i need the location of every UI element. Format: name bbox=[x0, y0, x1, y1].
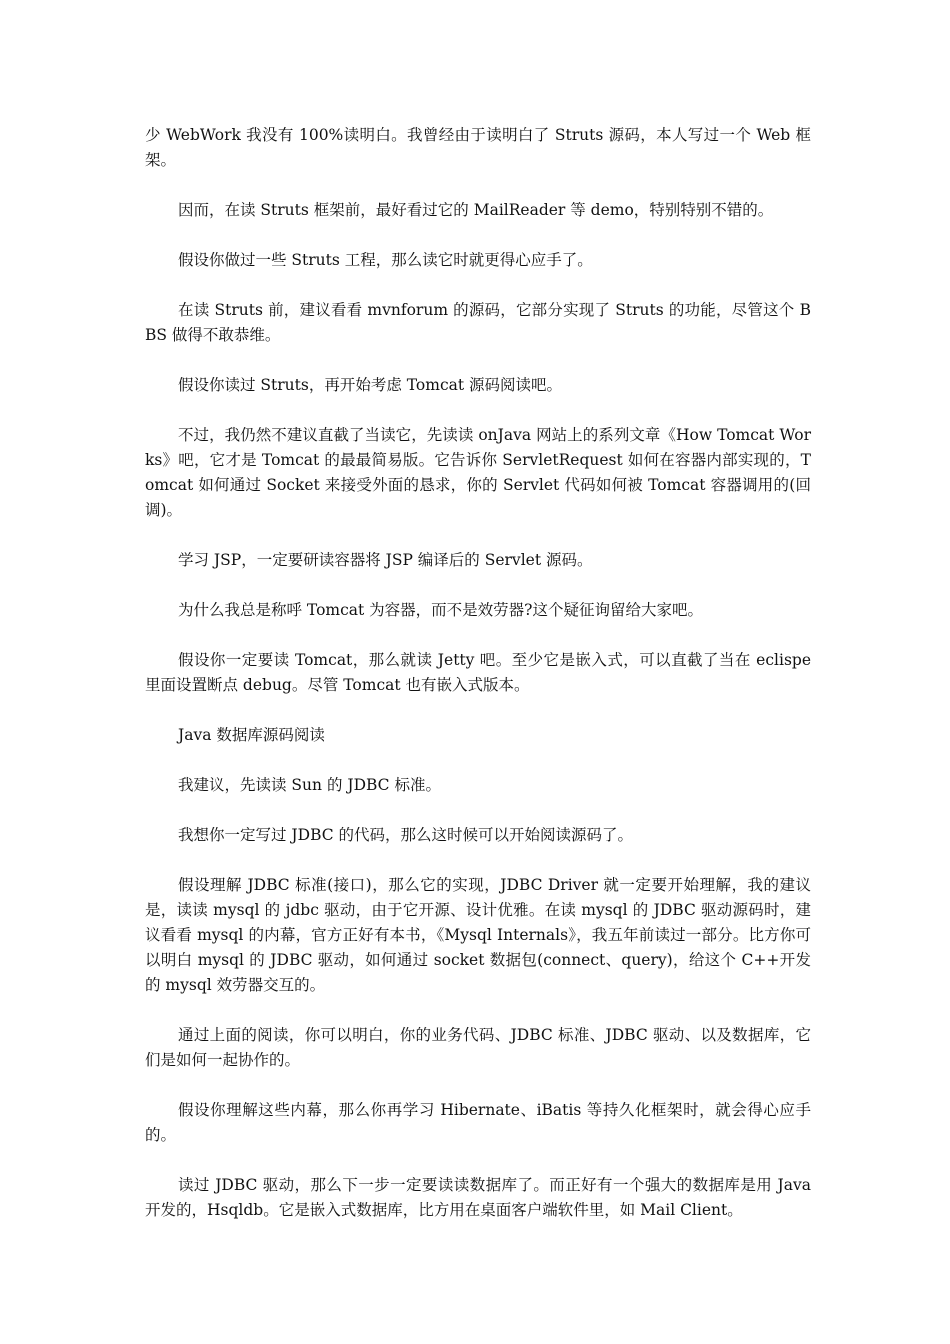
paragraph: 假设你读过 Struts，再开始考虑 Tomcat 源码阅读吧。 bbox=[178, 376, 563, 394]
paragraph: 假设理解 JDBC 标准(接口)，那么它的实现，JDBC Driver 就一定要开始理解，我的建议是，读读 mysql 的 jdbc 驱动，由于它开源、设计优雅。在读 mysql 的 JDBC 驱动源码时，建议看看 mysql 的内幕，官方正好有本书，《Mysql Internals》，我五年前读过一部分。比方你可以明白 mysql 的 JDBC 驱动，如何通过 socket 数据包(connect、query)，给这个 C++开发的 mysql 效劳器交互的。 bbox=[145, 876, 811, 994]
paragraph: 假设你做过一些 Struts 工程，那么读它时就更得心应手了。 bbox=[178, 251, 593, 269]
paragraph: 学习 JSP，一定要研读容器将 JSP 编译后的 Servlet 源码。 bbox=[178, 551, 593, 569]
paragraph: 因而，在读 Struts 框架前，最好看过它的 MailReader 等 demo，特别特别不错的。 bbox=[178, 201, 774, 219]
paragraph: 我想你一定写过 JDBC 的代码，那么这时候可以开始阅读源码了。 bbox=[178, 826, 634, 844]
document-body bbox=[145, 123, 811, 1248]
paragraph: 假设你理解这些内幕，那么你再学习 Hibernate、iBatis 等持久化框架时，就会得心应手的。 bbox=[145, 1101, 811, 1144]
paragraph: 不过，我仍然不建议直截了当读它，先读读 onJava 网站上的系列文章《How Tomcat Works》吧，它才是 Tomcat 的最最简易版。它告诉你 ServletRequest 如何在容器内部实现的，Tomcat 如何通过 Socket 来接受外面的恳求，你的 Servlet 代码如何被 Tomcat 容器调用的(回调)。 bbox=[145, 426, 811, 519]
paragraph: 通过上面的阅读，你可以明白，你的业务代码、JDBC 标准、JDBC 驱动、以及数据库，它们是如何一起协作的。 bbox=[145, 1026, 811, 1069]
section-heading: Java 数据库源码阅读 bbox=[178, 726, 325, 744]
paragraph: 读过 JDBC 驱动，那么下一步一定要读读数据库了。而正好有一个强大的数据库是用 Java 开发的，Hsqldb。它是嵌入式数据库，比方用在桌面客户端软件里，如 Mail Client。 bbox=[145, 1176, 811, 1219]
paragraph: 少 WebWork 我没有 100%读明白。我曾经由于读明白了 Struts 源码，本人写过一个 Web 框架。 bbox=[145, 126, 811, 169]
paragraph: 我建议，先读读 Sun 的 JDBC 标准。 bbox=[178, 776, 441, 794]
paragraph: 在读 Struts 前，建议看看 mvnforum 的源码，它部分实现了 Struts 的功能，尽管这个 BBS 做得不敢恭维。 bbox=[145, 301, 811, 344]
paragraph: 假设你一定要读 Tomcat，那么就读 Jetty 吧。至少它是嵌入式，可以直截了当在 eclispe 里面设置断点 debug。尽管 Tomcat 也有嵌入式版本。 bbox=[145, 651, 811, 694]
paragraph: 为什么我总是称呼 Tomcat 为容器，而不是效劳器?这个疑征询留给大家吧。 bbox=[178, 601, 703, 619]
